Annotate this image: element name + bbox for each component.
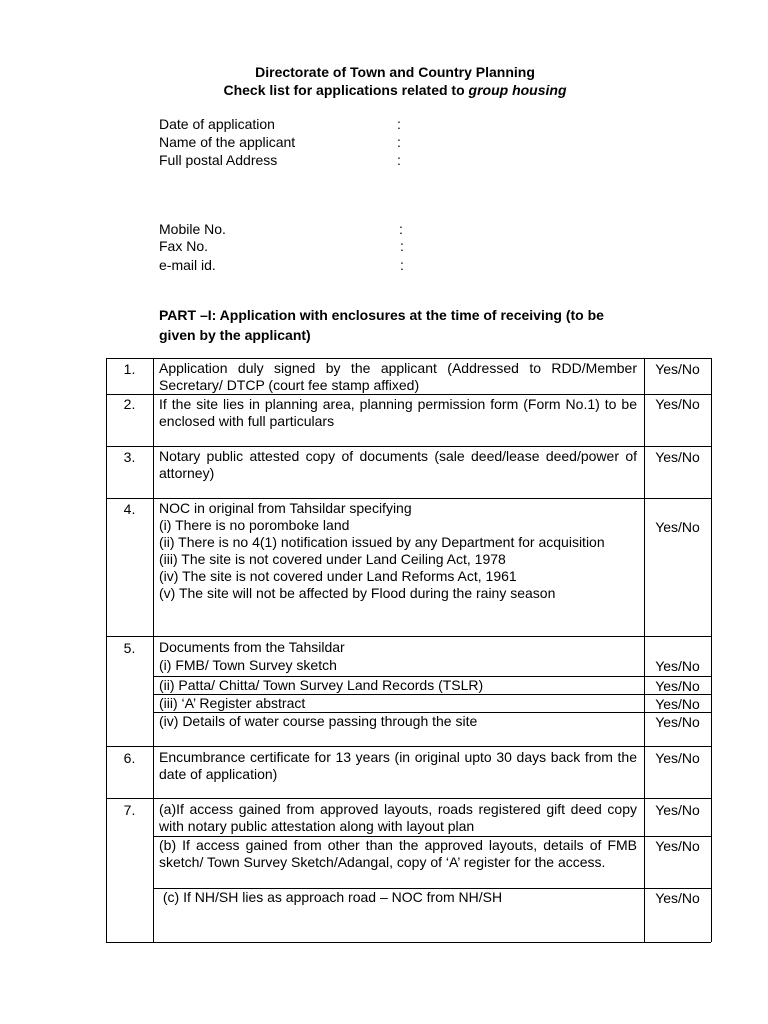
item-number: 6. — [123, 750, 136, 766]
table-border-right — [711, 358, 712, 942]
answer-option: Yes/No — [655, 361, 700, 377]
document-subtitle — [0, 82, 768, 98]
answer-option: Yes/No — [655, 838, 700, 854]
item-line: (v) The site will not be affected by Flood during the rainy season — [159, 585, 556, 601]
item-description: Notary public attested copy of documents (sale deed/lease deed/power of attorney) — [159, 448, 637, 481]
item-number: 5. — [123, 640, 136, 656]
answer-option: Yes/No — [655, 696, 700, 712]
item-number: 7. — [123, 802, 136, 818]
field-label-email: e-mail id. — [159, 257, 216, 273]
table-border-top — [106, 358, 711, 359]
field-value-name: : — [397, 134, 401, 150]
sub-item: (a)If access gained from approved layouts, roads registered gift deed copy with notary public attestation along with layout plan — [159, 801, 637, 834]
row-divider — [106, 394, 711, 395]
item-description: Encumbrance certificate for 13 years (in original upto 30 days back from the date of application) — [159, 749, 637, 782]
row-divider — [106, 798, 711, 799]
field-value-mobile: : — [399, 221, 403, 237]
sub-item: (iii) ‘A’ Register abstract — [159, 695, 306, 711]
field-label-name: Name of the applicant — [159, 134, 296, 150]
subtitle-prefix: Check list for applications related to — [223, 82, 469, 98]
part1-heading-line1: PART –I: Application with enclosures at the time of receiving (to be — [159, 307, 604, 323]
field-label-mobile: Mobile No. — [159, 221, 226, 237]
answer-option: Yes/No — [655, 678, 700, 694]
item-number: 4. — [123, 501, 136, 517]
answer-option: Yes/No — [655, 802, 700, 818]
item-description: If the site lies in planning area, planning permission form (Form No.1) to be enclosed with full particulars — [159, 396, 637, 429]
item-line: (iii) The site is not covered under Land Ceiling Act, 1978 — [159, 551, 506, 567]
item-heading: Documents from the Tahsildar — [159, 639, 345, 655]
row-divider — [106, 446, 711, 447]
answer-option: Yes/No — [655, 396, 700, 412]
item-line: NOC in original from Tahsildar specifying — [159, 500, 412, 516]
sub-item: (b) If access gained from other than the approved layouts, details of FMB sketch/ Town Survey Sketch/Adangal, copy of ‘A’ register for the access. — [159, 837, 637, 870]
answer-option: Yes/No — [655, 449, 700, 465]
item-line: (ii) There is no 4(1) notification issued by any Department for acquisition — [159, 534, 605, 550]
answer-option: Yes/No — [655, 658, 700, 674]
answer-option: Yes/No — [655, 890, 700, 906]
part1-heading-line2: given by the applicant) — [159, 327, 311, 343]
field-value-date: : — [397, 116, 401, 132]
row-divider — [106, 498, 711, 499]
table-border-bottom — [106, 942, 711, 943]
sub-item: (c) If NH/SH lies as approach road – NOC from NH/SH — [159, 889, 503, 905]
subtitle-emphasis: group housing — [468, 82, 567, 98]
item-line: (i) There is no poromboke land — [159, 517, 350, 533]
item-line: (iv) The site is not covered under Land Reforms Act, 1961 — [159, 568, 517, 584]
item-number: 3. — [123, 449, 136, 465]
field-value-email: : — [400, 257, 404, 273]
answer-option: Yes/No — [655, 519, 700, 535]
item-number: 2. — [123, 396, 136, 412]
sub-item: (i) FMB/ Town Survey sketch — [159, 657, 337, 673]
field-label-date: Date of application — [159, 116, 275, 132]
item-number: 1. — [123, 361, 136, 377]
field-label-address: Full postal Address — [159, 152, 278, 168]
document-title: Directorate of Town and Country Planning — [255, 64, 535, 80]
sub-item: (ii) Patta/ Chitta/ Town Survey Land Records (TSLR) — [159, 677, 484, 693]
field-value-address: : — [397, 152, 401, 168]
answer-option: Yes/No — [655, 750, 700, 766]
answer-option: Yes/No — [655, 714, 700, 730]
item-description: Application duly signed by the applicant (Addressed to RDD/Member Secretary/ DTCP (court fee stamp affixed) — [159, 360, 637, 393]
field-value-fax: : — [400, 238, 404, 254]
item-description — [159, 500, 637, 602]
row-divider — [106, 746, 711, 747]
part1-heading — [159, 305, 649, 345]
field-label-fax: Fax No. — [159, 238, 209, 254]
sub-item: (iv) Details of water course passing through the site — [159, 713, 478, 729]
row-divider — [106, 636, 711, 637]
